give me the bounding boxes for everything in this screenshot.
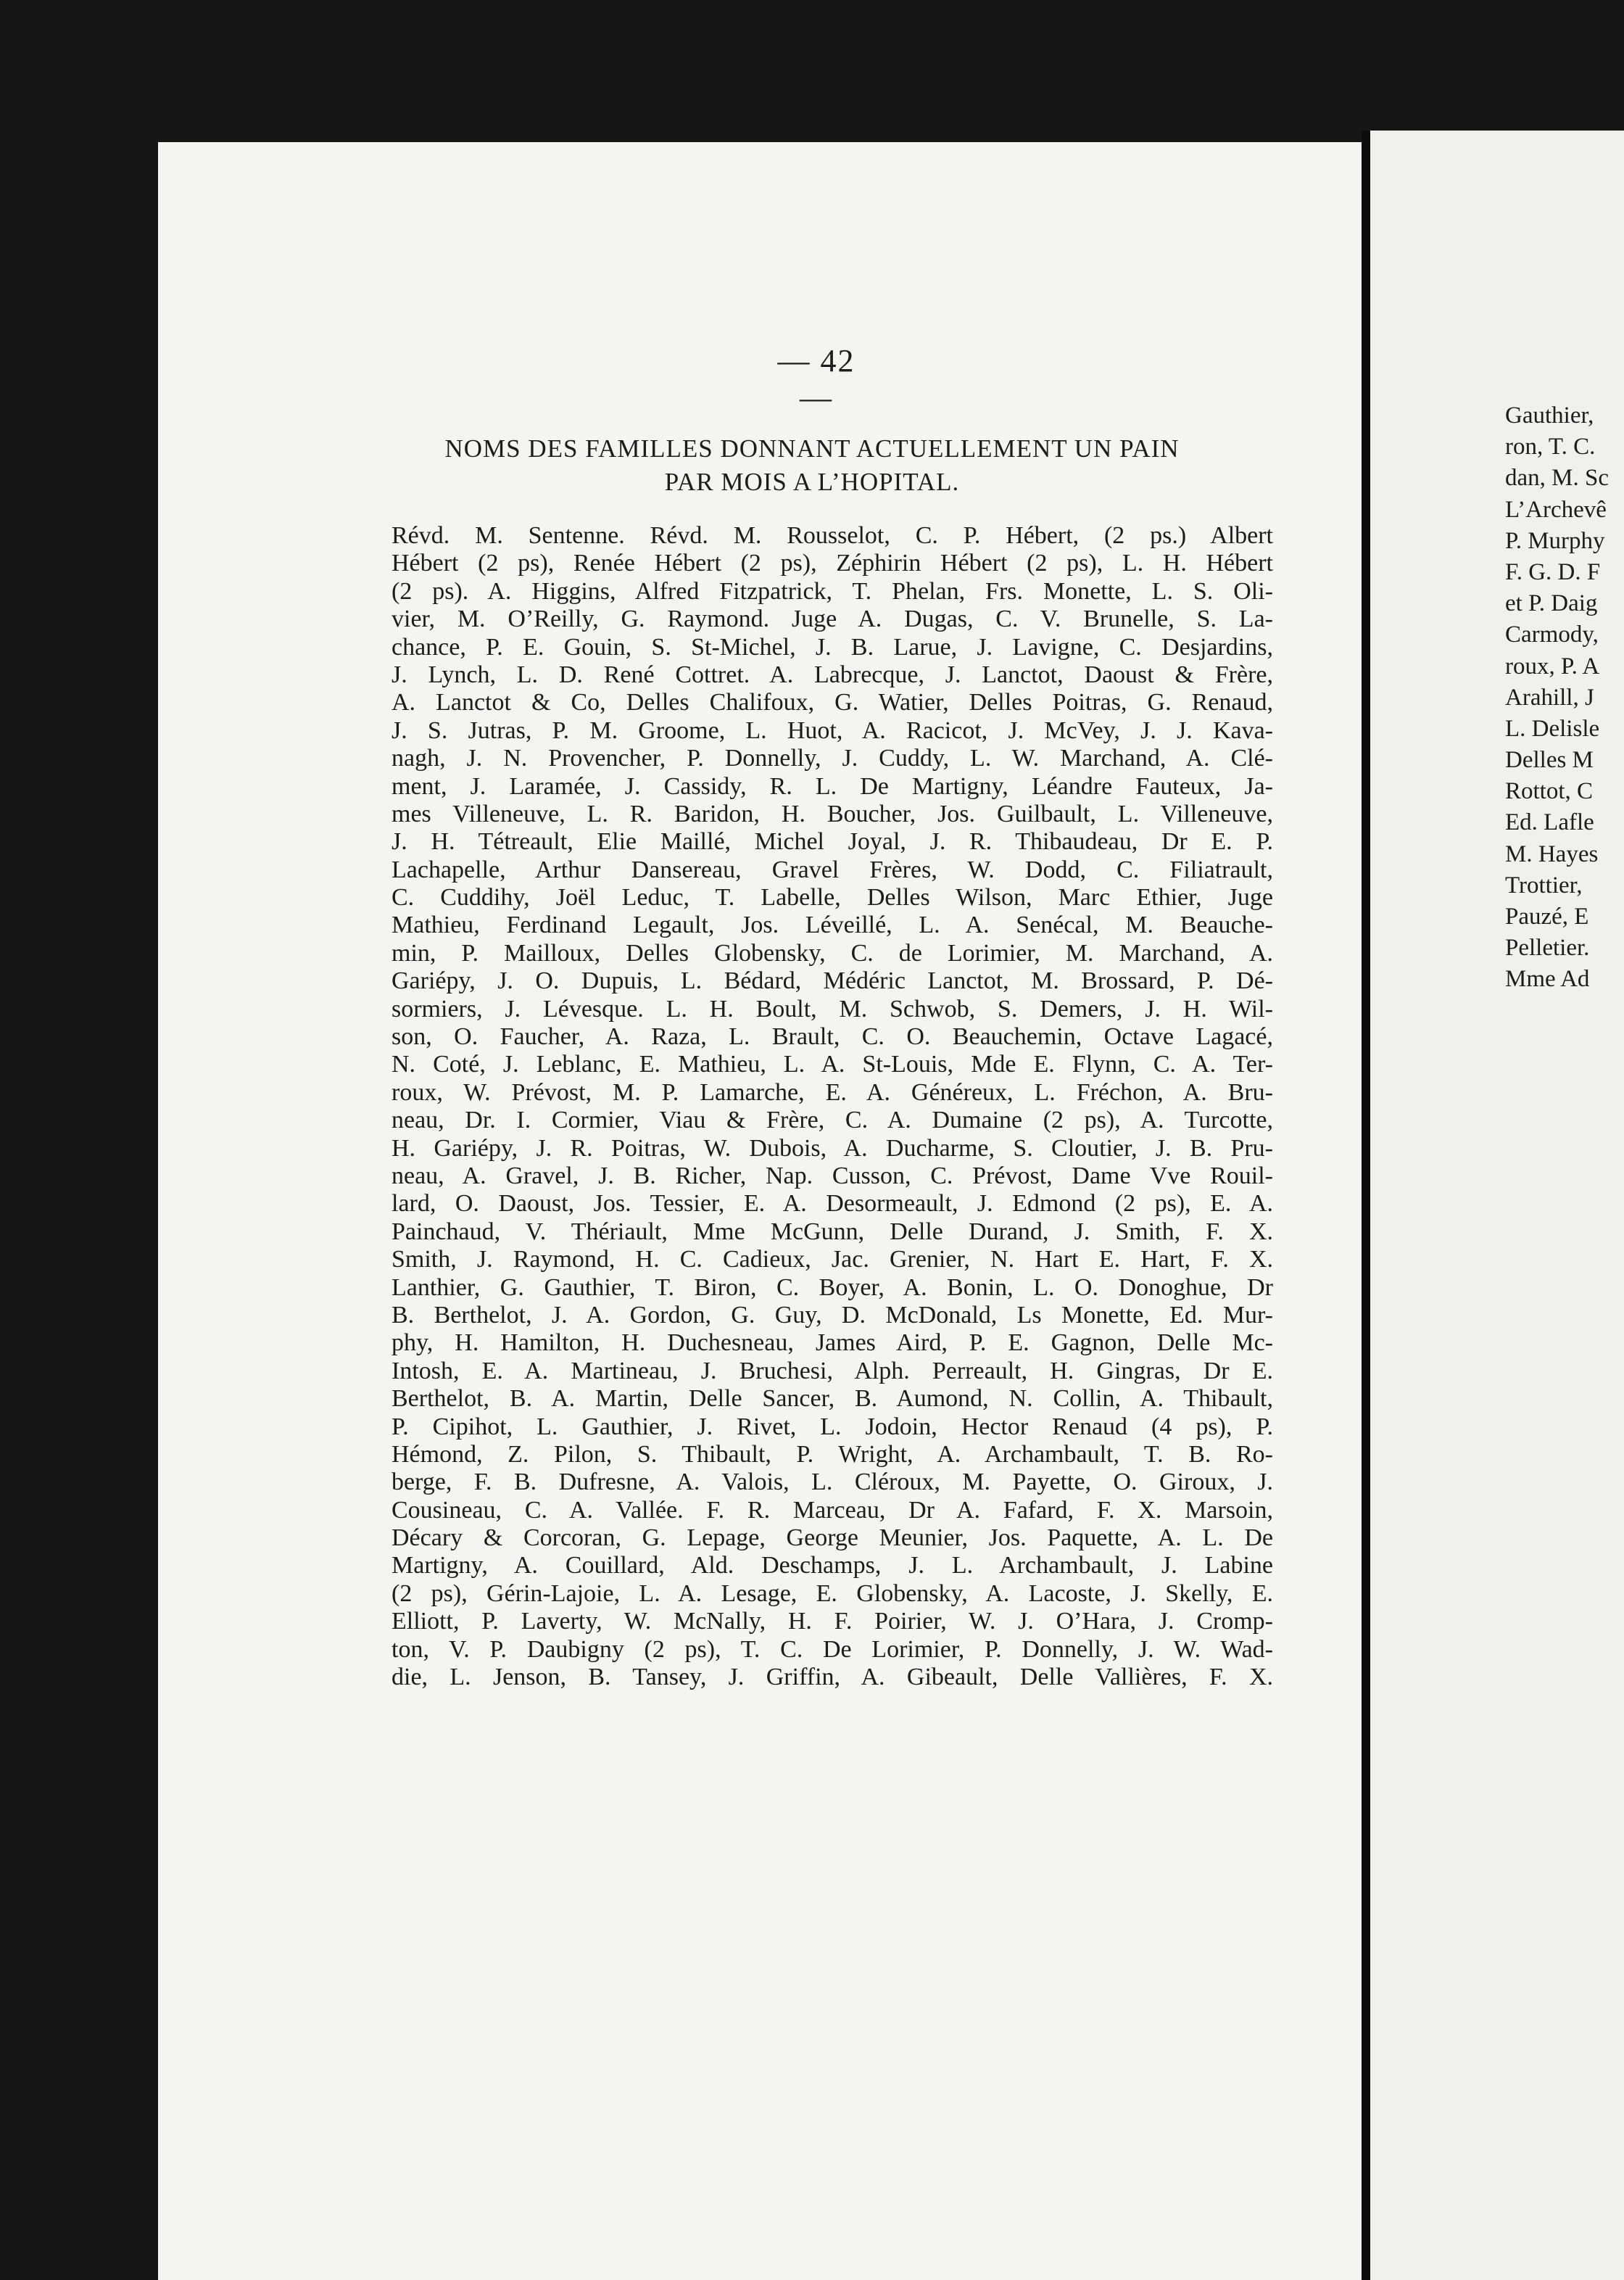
page-gutter [1362,131,1370,2280]
body-line: Mathieu, Ferdinand Legault, Jos. Léveillé, L. A. Senécal, M. Beauche- [392,912,1273,939]
body-line: Révd. M. Sentenne. Révd. M. Rousselot, C. P. Hébert, (2 ps.) Albert [392,522,1273,549]
body-line: Lanthier, G. Gauthier, T. Biron, C. Boyer, A. Bonin, L. O. Donoghue, Dr [392,1273,1273,1301]
facing-page-line: M. Hayes [1505,840,1599,867]
body-line: Martigny, A. Couillard, Ald. Deschamps, J. L. Archambault, J. Labine [392,1552,1273,1579]
facing-page-line: Mme Ad [1505,966,1590,993]
body-line: Hébert (2 ps), Renée Hébert (2 ps), Zéphirin Hébert (2 ps), L. H. Hébert [392,550,1273,577]
body-line: Elliott, P. Laverty, W. McNally, H. F. Poirier, W. J. O’Hara, J. Cromp- [392,1608,1273,1635]
facing-page-line: L’Archevê [1505,496,1607,523]
body-line: J. S. Jutras, P. M. Groome, L. Huot, A. Racicot, J. McVey, J. J. Kava- [392,716,1273,744]
body-line: phy, H. Hamilton, H. Duchesneau, James Aird, P. E. Gagnon, Delle Mc- [392,1329,1273,1357]
page-number: — 42 — [777,343,856,416]
facing-page-line: Delles M [1505,747,1594,774]
body-line: P. Cipihot, L. Gauthier, J. Rivet, L. Jodoin, Hector Renaud (4 ps), P. [392,1413,1273,1440]
facing-page-line: dan, M. Sc [1505,465,1609,492]
body-line: Hémond, Z. Pilon, S. Thibault, P. Wright, A. Archambault, T. B. Ro- [392,1440,1273,1468]
facing-page-line: Ed. Lafle [1505,809,1594,836]
body-line: Painchaud, V. Thériault, Mme McGunn, Delle Durand, J. Smith, F. X. [392,1218,1273,1245]
body-line: Smith, J. Raymond, H. C. Cadieux, Jac. Grenier, N. Hart E. Hart, F. X. [392,1246,1273,1273]
facing-page-line: Arahill, J [1505,684,1594,711]
facing-page-line: ron, T. C. [1505,434,1596,460]
body-line: chance, P. E. Gouin, S. St-Michel, J. B. Larue, J. Lavigne, C. Desjardins, [392,633,1273,661]
body-line: Gariépy, J. O. Dupuis, L. Bédard, Médéric Lanctot, M. Brossard, P. Dé- [392,967,1273,995]
heading-line: PAR MOIS A L’HOPITAL. [664,468,960,496]
facing-page-line: Gauthier, [1505,402,1594,429]
heading-line: NOMS DES FAMILLES DONNANT ACTUELLEMENT UN PAIN [444,434,1180,463]
body-line: nagh, J. N. Provencher, P. Donnelly, J. Cuddy, L. W. Marchand, A. Clé- [392,745,1273,772]
facing-page-line: P. Murphy [1505,527,1605,554]
body-line: neau, A. Gravel, J. B. Richer, Nap. Cusson, C. Prévost, Dame Vve Rouil- [392,1162,1273,1189]
body-line: min, P. Mailloux, Delles Globensky, C. de Lorimier, M. Marchand, A. [392,939,1273,967]
facing-page-line: Pelletier. [1505,935,1590,962]
body-line: ment, J. Laramée, J. Cassidy, R. L. De Martigny, Léandre Fauteux, Ja- [392,772,1273,800]
body-line: Décary & Corcoran, G. Lepage, George Meunier, Jos. Paquette, A. L. De [392,1524,1273,1552]
facing-page-line: Carmody, [1505,621,1599,648]
body-line: neau, Dr. I. Cormier, Viau & Frère, C. A. Dumaine (2 ps), A. Turcotte, [392,1107,1273,1134]
body-line: vier, M. O’Reilly, G. Raymond. Juge A. Dugas, C. V. Brunelle, S. La- [392,606,1273,633]
family-names-paragraph [392,522,1273,1691]
body-line: lard, O. Daoust, Jos. Tessier, E. A. Desormeault, J. Edmond (2 ps), E. A. [392,1190,1273,1218]
body-line: H. Gariépy, J. R. Poitras, W. Dubois, A. Ducharme, S. Cloutier, J. B. Pru- [392,1134,1273,1162]
body-line: son, O. Faucher, A. Raza, L. Brault, C. O. Beauchemin, Octave Lagacé, [392,1023,1273,1051]
body-line: A. Lanctot & Co, Delles Chalifoux, G. Watier, Delles Poitras, G. Renaud, [392,689,1273,716]
body-line: Cousineau, C. A. Vallée. F. R. Marceau, Dr A. Fafard, F. X. Marsoin, [392,1496,1273,1524]
body-line: mes Villeneuve, L. R. Baridon, H. Boucher, Jos. Guilbault, L. Villeneuve, [392,800,1273,827]
facing-page-line: Pauzé, E [1505,904,1589,930]
facing-page-text [1505,400,1624,996]
facing-page-line: L. Delisle [1505,715,1600,742]
facing-page-line: et P. Daig [1505,590,1598,617]
body-line: Lachapelle, Arthur Dansereau, Gravel Frères, W. Dodd, C. Filiatrault, [392,856,1273,883]
facing-page-line: roux, P. A [1505,653,1600,680]
body-line: J. H. Tétreault, Elie Maillé, Michel Joyal, J. R. Thibaudeau, Dr E. P. [392,828,1273,856]
body-line: J. Lynch, L. D. René Cottret. A. Labrecque, J. Lanctot, Daoust & Frère, [392,661,1273,688]
body-line: N. Coté, J. Leblanc, E. Mathieu, L. A. St-Louis, Mde E. Flynn, C. A. Ter- [392,1051,1273,1078]
facing-page-line: Trottier, [1505,872,1583,899]
body-line: C. Cuddihy, Joël Leduc, T. Labelle, Delles Wilson, Marc Ethier, Juge [392,884,1273,912]
facing-page-line: F. G. D. F [1505,558,1601,585]
body-line: sormiers, J. Lévesque. L. H. Boult, M. Schwob, S. Demers, J. H. Wil- [392,995,1273,1023]
facing-page-line: Rottot, C [1505,778,1594,805]
body-line: Intosh, E. A. Martineau, J. Bruchesi, Alph. Perreault, H. Gingras, Dr E. [392,1357,1273,1384]
body-line: roux, W. Prévost, M. P. Lamarche, E. A. Généreux, L. Fréchon, A. Bru- [392,1078,1273,1106]
section-heading [384,432,1240,499]
body-line: die, L. Jenson, B. Tansey, J. Griffin, A. Gibeault, Delle Vallières, F. X. [392,1664,1273,1691]
body-line: Berthelot, B. A. Martin, Delle Sancer, B. Aumond, N. Collin, A. Thibault, [392,1385,1273,1413]
body-line: (2 ps). A. Higgins, Alfred Fitzpatrick, T. Phelan, Frs. Monette, L. S. Oli- [392,577,1273,605]
body-line: ton, V. P. Daubigny (2 ps), T. C. De Lorimier, P. Donnelly, J. W. Wad- [392,1635,1273,1663]
body-line: berge, F. B. Dufresne, A. Valois, L. Cléroux, M. Payette, O. Giroux, J. [392,1469,1273,1496]
body-line: B. Berthelot, J. A. Gordon, G. Guy, D. McDonald, Ls Monette, Ed. Mur- [392,1301,1273,1329]
body-line: (2 ps), Gérin-Lajoie, L. A. Lesage, E. Globensky, A. Lacoste, J. Skelly, E. [392,1579,1273,1607]
